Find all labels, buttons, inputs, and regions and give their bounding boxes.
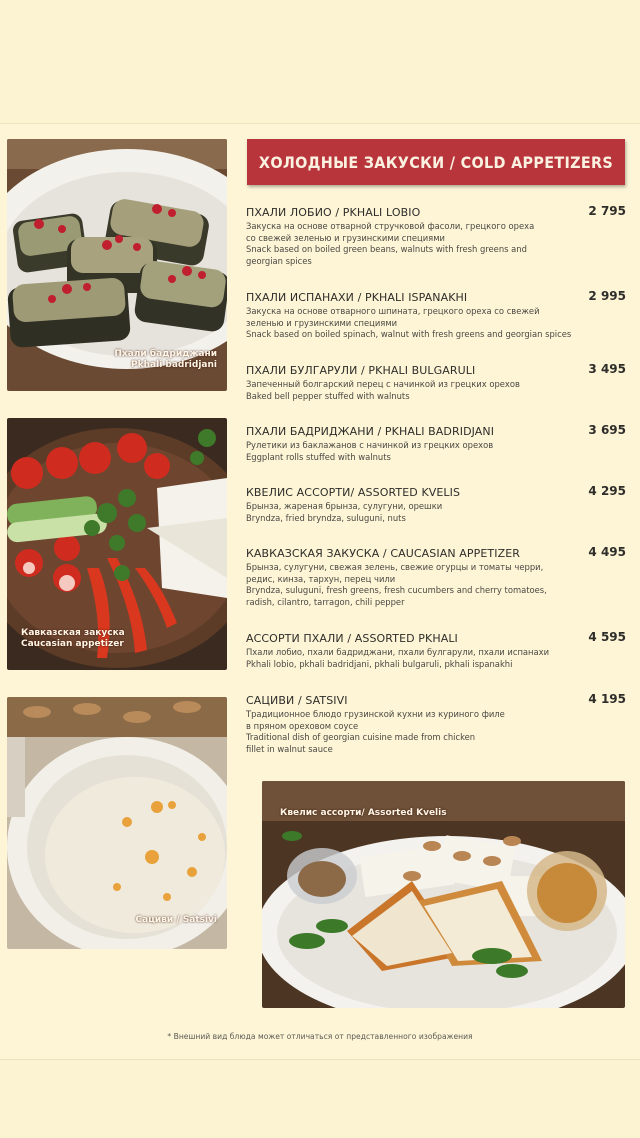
section-title: ХОЛОДНЫЕ ЗАКУСКИ / COLD APPETIZERS <box>258 152 614 172</box>
photo-satsivi <box>7 697 227 949</box>
item-description <box>246 221 586 267</box>
item-name: АССОРТИ ПХАЛИ / ASSORTED PKHALI <box>246 632 458 645</box>
item-name: ПХАЛИ БУЛГАРУЛИ / PKHALI BULGARULI <box>246 364 476 377</box>
menu-item <box>246 632 630 670</box>
desc-line: Рулетики из баклажанов с начинкой из грецких орехов <box>246 440 494 450</box>
desc-line: Bryndza, suluguni, fresh greens, fresh cucumbers and cherry tomatoes, <box>246 585 547 596</box>
item-price: 3 695 <box>588 423 626 437</box>
caption-kvelis: Квелис ассорти/ Assorted Kvelis <box>280 808 447 818</box>
item-price: 2 995 <box>588 289 626 303</box>
photo-pkhali-badridjani <box>7 139 227 391</box>
item-name: САЦИВИ / SATSIVI <box>246 694 348 707</box>
desc-line: fillet in walnut sauce <box>246 743 333 754</box>
item-name: КАВКАЗСКАЯ ЗАКУСКА / CAUCASIAN APPETIZER <box>246 547 520 560</box>
desc-line: Традиционное блюдо грузинской кухни из куриного филе <box>246 709 505 719</box>
desc-line: Traditional dish of georgian cuisine made from chicken <box>246 732 476 743</box>
caption-en: Pkhali badridjani <box>131 360 217 370</box>
desc-line: Eggplant rolls stuffed with walnuts <box>246 451 391 462</box>
menu-item <box>246 486 630 524</box>
item-name: ПХАЛИ ИСПАНАХИ / PKHALI ISPANAKHI <box>246 291 468 304</box>
item-price: 2 795 <box>588 204 626 218</box>
item-price: 4 495 <box>588 545 626 559</box>
caption-satsivi: Сациви / Satsivi <box>135 915 217 925</box>
desc-line: редис, кинза, тархун, перец чили <box>246 573 396 584</box>
desc-line: Snack based on boiled green beans, walnuts with fresh greens and <box>246 244 527 255</box>
desc-line: Запеченный болгарский перец с начинкой из грецких орехов <box>246 379 520 389</box>
caption-ru: Кавказская закуска <box>21 628 125 638</box>
desc-line: Snack based on boiled spinach, walnut with fresh greens and georgian spices <box>246 329 572 340</box>
item-price: 4 195 <box>588 692 626 706</box>
item-price: 4 295 <box>588 484 626 498</box>
menu-item <box>246 291 630 341</box>
desc-line: Пхали лобио, пхали бадриджани, пхали булгарули, пхали испанахи <box>246 647 550 657</box>
menu-item <box>246 547 630 608</box>
photo-caucasian-appetizer <box>7 418 227 670</box>
desc-line: georgian spices <box>246 255 312 266</box>
desc-line: radish, cilantro, tarragon, chili pepper <box>246 596 405 607</box>
item-description <box>246 562 586 608</box>
desc-line: Pkhali lobio, pkhali badridjani, pkhali bulgaruli, pkhali ispanakhi <box>246 658 513 669</box>
desc-line: Закуска на основе отварной стручковой фасоли, грецкого ореха <box>246 221 535 231</box>
section-title-banner <box>247 139 625 185</box>
item-name: КВЕЛИС АССОРТИ/ ASSORTED KVELIS <box>246 486 461 499</box>
desc-line: со свежей зеленью и грузинскими специями <box>246 232 445 243</box>
menu-item <box>246 206 630 267</box>
item-description <box>246 501 586 524</box>
desc-line: Закуска на основе отварного шпината, грецкого ореха со свежей <box>246 306 540 316</box>
item-description <box>246 440 586 463</box>
item-description <box>246 647 586 670</box>
menu-item <box>246 694 630 755</box>
item-name: ПХАЛИ ЛОБИО / PKHALI LOBIO <box>246 206 421 219</box>
item-description <box>246 709 586 755</box>
desc-line: Брынза, жареная брынза, сулугуни, орешки <box>246 501 443 511</box>
desc-line: зеленью и грузинскими специями <box>246 317 398 328</box>
item-price: 4 595 <box>588 630 626 644</box>
caption-en: Caucasian appetizer <box>21 639 124 649</box>
desc-line: в пряном ореховом соусе <box>246 720 359 731</box>
item-price: 3 495 <box>588 362 626 376</box>
desc-line: Bryndza, fried bryndza, suluguni, nuts <box>246 512 406 523</box>
item-description <box>246 306 630 341</box>
menu-item <box>246 425 630 463</box>
caption-ru: Пхали бадриджани <box>114 349 217 359</box>
desc-line: Брынза, сулугуни, свежая зелень, свежие огурцы и томаты черри, <box>246 562 544 572</box>
desc-line: Baked bell pepper stuffed with walnuts <box>246 390 410 401</box>
footnote: * Внешний вид блюда может отличаться от представленного изображения <box>167 1032 473 1041</box>
item-name: ПХАЛИ БАДРИДЖАНИ / PKHALI BADRIDJANI <box>246 425 495 438</box>
item-description <box>246 379 586 402</box>
photo-assorted-kvelis <box>262 781 625 1008</box>
menu-item <box>246 364 630 402</box>
